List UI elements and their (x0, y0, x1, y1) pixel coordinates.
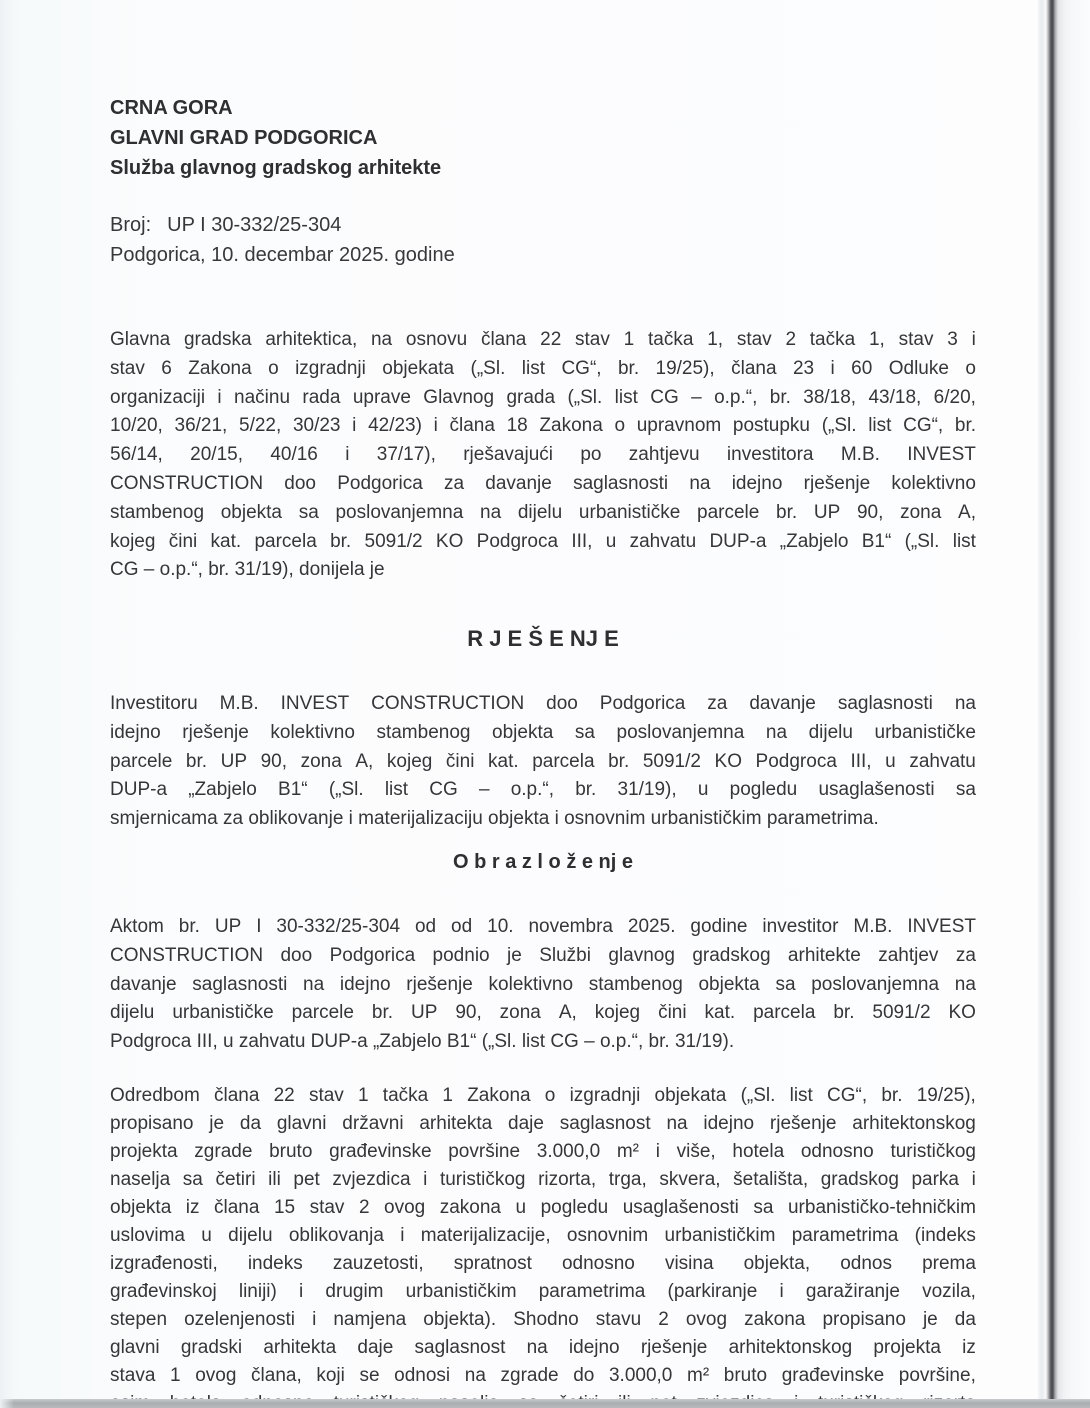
reference-block (110, 210, 976, 270)
case-number-value: UP I 30-332/25-304 (167, 214, 342, 236)
text-line: stav 6 Zakona o izgradnji objekata („Sl. list CG“, br. 19/25), člana 23 i 60 Odluke o (110, 357, 976, 379)
text-line: parcele br. UP 90, zona A, kojeg čini kat. parcela br. 5091/2 KO Podgroca III, u zahvatu (110, 750, 976, 772)
text-line: 56/14, 20/15, 40/16 i 37/17), rješavajući po zahtjevu investitora M.B. INVEST (110, 444, 976, 466)
rationale-paragraph-1 (110, 913, 976, 1057)
letterhead (110, 93, 976, 183)
case-number-label: Broj: (110, 214, 152, 236)
text-line: 10/20, 36/21, 5/22, 30/23 i 42/23) i člana 18 Zakona o upravnom postupku („Sl. list CG“, br. (110, 415, 976, 437)
text-line: CONSTRUCTION doo Podgorica za davanje saglasnosti na idejno rješenje kolektivno (110, 472, 976, 494)
intro-paragraph (110, 326, 976, 585)
text-line: objekta iz člana 15 stav 2 ovog zakona u pogledu usaglašenosti sa urbanističko-tehničkim (110, 1197, 976, 1218)
text-line: glavni gradski arhitekta daje saglasnost na idejno rješenje arhitektonskog projekta iz (110, 1337, 976, 1358)
text-line: kojeg čini kat. parcela br. 5091/2 KO Podgroca III, u zahvatu DUP-a „Zabjelo B1“ („Sl. list (110, 530, 976, 552)
text-line: stepen ozelenjenosti i namjena objekta). Shodno stavu 2 ovog zakona propisano je da (110, 1309, 976, 1330)
place-date-line: Podgorica, 10. decembar 2025. godine (110, 244, 455, 266)
letterhead-city: GLAVNI GRAD PODGORICA (110, 127, 378, 149)
text-line: CG – o.p.“, br. 31/19), donijela je (110, 559, 385, 581)
letterhead-office: Služba glavnog gradskog arhitekte (110, 157, 442, 179)
rationale-paragraph-2 (110, 1082, 976, 1408)
text-line: organizaciji i načinu rada uprave Glavnog grada („Sl. list CG – o.p.“, br. 38/18, 43/18, 6/20, (110, 386, 976, 408)
text-line: izgrađenosti, indeks zauzetosti, spratnost odnosno visina objekta, odnos prema (110, 1253, 976, 1274)
scan-bottom-edge (0, 1399, 1090, 1408)
text-line: CONSTRUCTION doo Podgorica podnio je Službi glavnog gradskog arhitekte zahtjev za (110, 944, 976, 966)
text-line: stava 1 ovog člana, koji se odnosi na zgrade do 3.000,0 m² bruto građevinske površine, (110, 1365, 976, 1386)
text-line: smjernicama za oblikovanje i materijalizaciju objekta i osnovnim urbanističkim parametrima. (110, 808, 879, 830)
text-line: projekta zgrade bruto građevinske površine 3.000,0 m² i više, hotela odnosno turističkog (110, 1141, 976, 1162)
text-line: uslovima u dijelu oblikovanja i materijalizacije, osnovnim urbanističkim parametrima (indeks (110, 1225, 976, 1246)
text-line: Aktom br. UP I 30-332/25-304 od od 10. novembra 2025. godine investitor M.B. INVEST (110, 916, 976, 937)
text-line: propisano je da glavni državni arhitekta daje saglasnost na idejno rješenje arhitektonskog (110, 1113, 976, 1134)
text-line: Podgroca III, u zahvatu DUP-a „Zabjelo B1“ („Sl. list CG – o.p.“, br. 31/19). (110, 1031, 735, 1053)
text-line: naselja sa četiri ili pet zvjezdica i turističkog rizorta, trga, skvera, šetališta, gradskog parka i (110, 1169, 976, 1190)
case-number-line (110, 210, 976, 240)
text-line: davanje saglasnosti na idejno rješenje kolektivno stambenog objekta sa poslovanjemna na (110, 973, 976, 995)
scan-left-edge (0, 0, 14, 1408)
text-line: dijelu urbanističke parcele br. UP 90, zona A, kojeg čini kat. parcela br. 5091/2 KO (110, 1002, 976, 1024)
decision-heading: R J E Š E NJ E (467, 626, 619, 651)
text-line: Glavna gradska arhitektica, na osnovu člana 22 stav 1 tačka 1, stav 2 tačka 1, stav 3 i (110, 329, 976, 350)
rationale-heading: O b r a z l o ž e nj e (452, 851, 634, 873)
text-line: Investitoru M.B. INVEST CONSTRUCTION doo Podgorica za davanje saglasnosti na (110, 693, 976, 714)
text-line: stambenog objekta sa poslovanjemna na dijelu urbanističke parcele br. UP 90, zona A, (110, 501, 976, 523)
scan-edge-shadow (1038, 0, 1090, 1400)
letterhead-country: CRNA GORA (110, 97, 233, 119)
decision-paragraph (110, 690, 976, 834)
text-line: idejno rješenje kolektivno stambenog objekta sa poslovanjemna na dijelu urbanističke (110, 721, 976, 743)
text-line: Odredbom člana 22 stav 1 tačka 1 Zakona o izgradnji objekata („Sl. list CG“, br. 19/25), (110, 1085, 976, 1106)
text-line: DUP-a „Zabjelo B1“ („Sl. list CG – o.p.“, br. 31/19), u pogledu usaglašenosti sa (110, 779, 976, 801)
text-line: građevinskoj liniji) i drugim urbanističkim parametrima (parkiranje i garažiranje vozila, (110, 1281, 976, 1302)
